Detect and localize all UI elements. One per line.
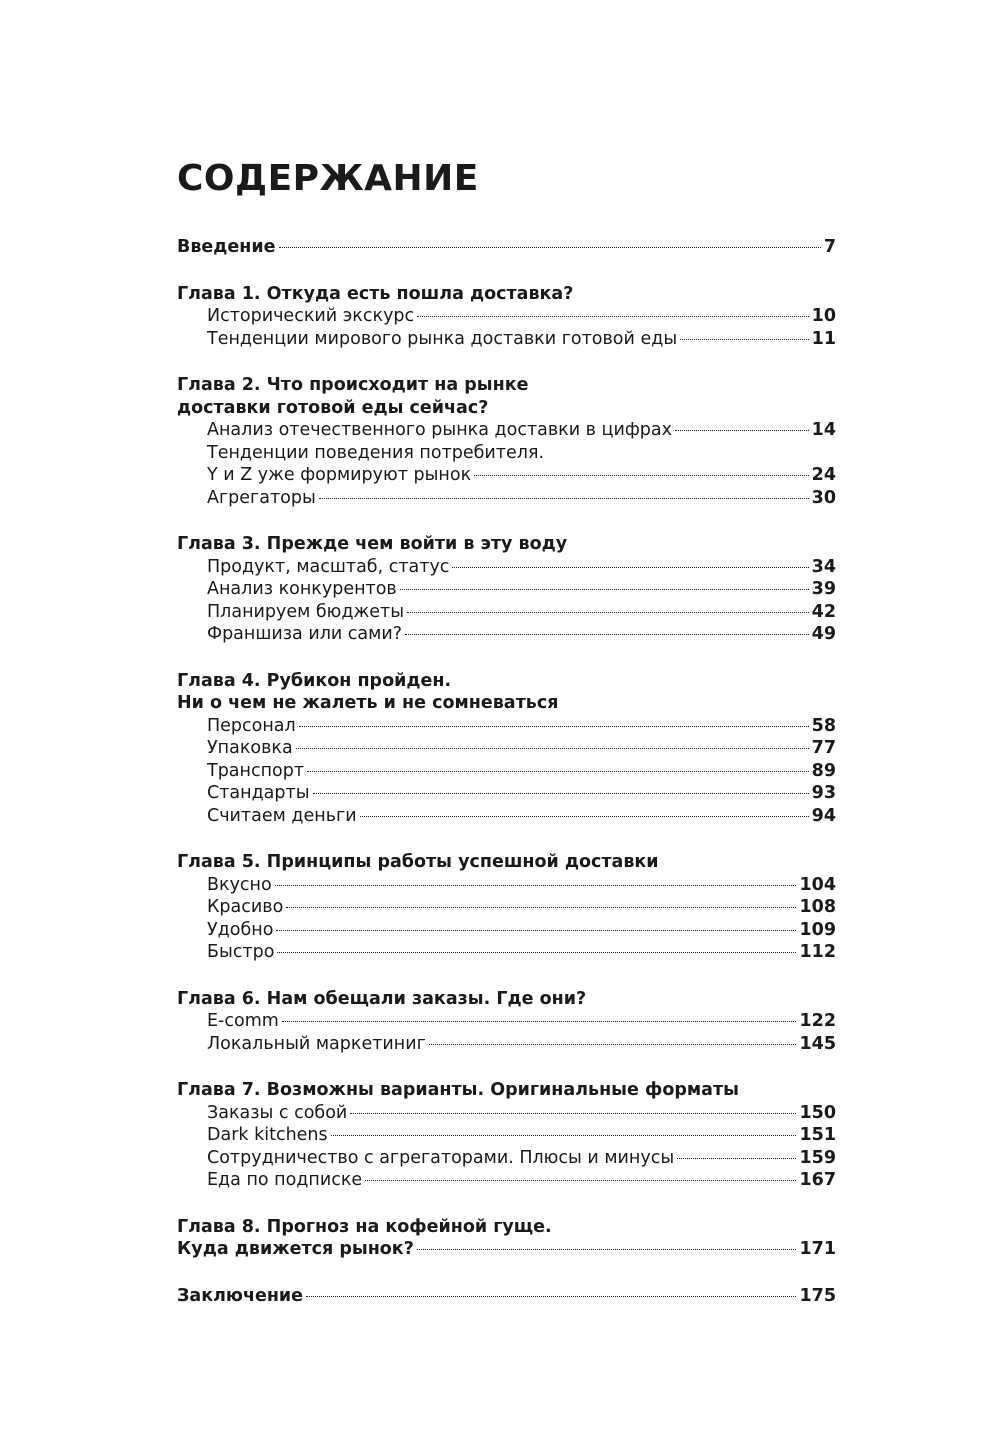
entry-title: Вкусно — [207, 874, 272, 895]
toc-entry[interactable] — [177, 760, 836, 783]
toc-entry[interactable] — [177, 896, 836, 919]
toc-chapter-1 — [177, 283, 836, 351]
chapter-title[interactable] — [177, 988, 836, 1011]
dot-leader — [286, 907, 796, 908]
dot-leader — [277, 952, 796, 953]
page-number: 14 — [811, 420, 836, 440]
dot-leader — [365, 1180, 796, 1181]
toc-chapter-8 — [177, 1216, 836, 1261]
toc-entry[interactable] — [177, 805, 836, 828]
dot-leader — [299, 726, 809, 727]
page-number: 94 — [811, 805, 836, 826]
toc-entry[interactable] — [177, 464, 836, 487]
chapter-title-text: Глава 2. Что происходит на рынке — [177, 375, 529, 395]
toc-entry[interactable] — [177, 1285, 836, 1308]
entry-title: Агрегаторы — [207, 487, 316, 508]
toc-entry[interactable] — [177, 1124, 836, 1147]
entry-title: Быстро — [207, 942, 275, 962]
page-title: СОДЕРЖАНИЕ — [177, 158, 479, 199]
toc-entry[interactable] — [177, 1147, 836, 1170]
dot-leader — [400, 589, 809, 590]
entry-title: Транспорт — [207, 760, 305, 781]
page-number: 104 — [799, 874, 836, 895]
entry-title: Заказы с собой — [207, 1102, 348, 1123]
dot-leader — [405, 634, 809, 635]
dot-leader — [360, 816, 809, 817]
dot-leader — [680, 339, 809, 340]
toc-entry[interactable] — [177, 1238, 836, 1261]
page-number: 89 — [811, 760, 836, 781]
page-number: 159 — [799, 1147, 836, 1168]
page-number: 49 — [811, 624, 836, 644]
chapter-title-text: Глава 5. Принципы работы успешной доставки — [177, 852, 659, 872]
page-number: 109 — [799, 919, 836, 940]
page-number: 39 — [811, 579, 836, 599]
toc-entry[interactable] — [177, 782, 836, 805]
chapter-title-text: Глава 3. Прежде чем войти в эту воду — [177, 534, 568, 554]
dot-leader — [417, 1249, 797, 1250]
entry-title: Введение — [177, 237, 276, 257]
chapter-title[interactable] — [177, 851, 836, 874]
entry-title: Заключение — [177, 1285, 304, 1306]
entry-title: Dark kitchens — [207, 1125, 328, 1145]
dot-leader — [677, 1158, 796, 1159]
chapter-title[interactable] — [177, 283, 836, 306]
toc-conclusion — [177, 1285, 836, 1308]
entry-title: Красиво — [207, 897, 284, 917]
page-number: 7 — [823, 237, 836, 257]
toc-entry[interactable] — [177, 737, 836, 760]
entry-title: Считаем деньги — [207, 805, 357, 826]
page-number: 93 — [811, 783, 836, 803]
page-number: 171 — [799, 1239, 836, 1259]
entry-title: Франшиза или сами? — [207, 624, 403, 644]
entry-title: Персонал — [207, 715, 296, 736]
toc-entry[interactable] — [177, 419, 836, 442]
entry-title: Продукт, масштаб, статус — [207, 556, 450, 577]
toc-entry[interactable] — [177, 305, 836, 328]
chapter-title-text: Глава 6. Нам обещали заказы. Где они? — [177, 988, 587, 1009]
toc-entry[interactable] — [177, 236, 836, 259]
dot-leader — [276, 930, 796, 931]
toc-entry[interactable] — [177, 715, 836, 738]
page-number: 58 — [811, 715, 836, 736]
page-number: 10 — [811, 306, 836, 326]
toc-entry[interactable] — [177, 1010, 836, 1033]
chapter-title-continued[interactable] — [177, 692, 836, 715]
dot-leader — [319, 498, 809, 499]
chapter-title[interactable] — [177, 374, 836, 397]
entry-title: Упаковка — [207, 738, 293, 758]
dot-leader — [313, 793, 809, 794]
entry-title: Удобно — [207, 919, 274, 940]
page-number: 175 — [799, 1285, 836, 1306]
dot-leader — [296, 748, 809, 749]
page-number: 34 — [811, 556, 836, 577]
entry-title: Анализ конкурентов — [207, 579, 397, 599]
toc-entry[interactable] — [177, 874, 836, 897]
chapter-title-text: Глава 1. Откуда есть пошла доставка? — [177, 283, 574, 304]
chapter-title-text: Ни о чем не жалеть и не сомневаться — [177, 693, 559, 713]
toc-entry[interactable] — [177, 328, 836, 351]
toc-chapter-4 — [177, 670, 836, 828]
toc-chapter-6 — [177, 988, 836, 1056]
entry-title: Стандарты — [207, 783, 310, 803]
dot-leader — [407, 612, 809, 613]
dot-leader — [675, 430, 809, 431]
page-number: 108 — [799, 897, 836, 917]
toc-chapter-7 — [177, 1079, 836, 1192]
page-number: 145 — [799, 1033, 836, 1054]
toc-chapter-3 — [177, 533, 836, 646]
toc-entry[interactable] — [177, 623, 836, 646]
toc-entry[interactable] — [177, 1033, 836, 1056]
toc-entry[interactable] — [177, 1169, 836, 1192]
toc-entry[interactable] — [177, 556, 836, 579]
toc-intro — [177, 236, 836, 259]
page-number: 151 — [799, 1125, 836, 1145]
toc-entry[interactable] — [177, 487, 836, 510]
toc-entry[interactable] — [177, 601, 836, 624]
dot-leader — [307, 771, 809, 772]
entry-title: Еда по подписке — [207, 1170, 363, 1190]
toc-entry[interactable] — [177, 941, 836, 964]
entry-title: Куда движется рынок? — [177, 1239, 414, 1259]
entry-title: Локальный маркетиниг — [207, 1033, 426, 1054]
page-number: 122 — [799, 1011, 836, 1031]
entry-title: Исторический экскурс — [207, 306, 415, 326]
toc-chapter-2 — [177, 374, 836, 509]
page-number: 112 — [799, 942, 836, 962]
page-number: 150 — [799, 1102, 836, 1123]
entry-title: E-comm — [207, 1011, 279, 1031]
dot-leader — [306, 1296, 796, 1297]
dot-leader — [279, 247, 821, 248]
dot-leader — [331, 1135, 797, 1136]
dot-leader — [282, 1021, 797, 1022]
entry-title: Сотрудничество с агрегаторами. Плюсы и минусы — [207, 1147, 675, 1168]
chapter-title[interactable] — [177, 1216, 836, 1239]
toc-entry-line[interactable] — [177, 442, 836, 465]
page-number: 30 — [811, 487, 836, 508]
chapter-title-text: доставки готовой еды сейчас? — [177, 397, 489, 418]
dot-leader — [429, 1044, 797, 1045]
table-of-contents — [177, 236, 836, 1331]
entry-title: Планируем бюджеты — [207, 601, 405, 622]
toc-entry[interactable] — [177, 578, 836, 601]
entry-title: Тенденции мирового рынка доставки готовой еды — [207, 328, 678, 349]
dot-leader — [350, 1113, 796, 1114]
chapter-title-continued[interactable] — [177, 397, 836, 420]
dot-leader — [417, 316, 808, 317]
entry-title: Тенденции поведения потребителя. — [207, 442, 545, 463]
chapter-title[interactable] — [177, 1079, 836, 1102]
page-number: 11 — [811, 328, 836, 349]
page-number: 167 — [799, 1170, 836, 1190]
toc-chapter-5 — [177, 851, 836, 964]
entry-title: Анализ отечественного рынка доставки в цифрах — [207, 420, 672, 440]
dot-leader — [275, 885, 797, 886]
page-number: 42 — [811, 601, 836, 622]
page-number: 77 — [811, 738, 836, 758]
toc-entry[interactable] — [177, 919, 836, 942]
entry-title: Y и Z уже формируют рынок — [207, 465, 472, 485]
dot-leader — [474, 475, 809, 476]
chapter-title[interactable] — [177, 670, 836, 693]
toc-entry[interactable] — [177, 1102, 836, 1125]
chapter-title-text: Глава 7. Возможны варианты. Оригинальные форматы — [177, 1080, 739, 1100]
chapter-title[interactable] — [177, 533, 836, 556]
chapter-title-text: Глава 4. Рубикон пройден. — [177, 670, 452, 691]
chapter-title-text: Глава 8. Прогноз на кофейной гуще. — [177, 1216, 552, 1237]
page-number: 24 — [811, 465, 836, 485]
dot-leader — [452, 567, 808, 568]
